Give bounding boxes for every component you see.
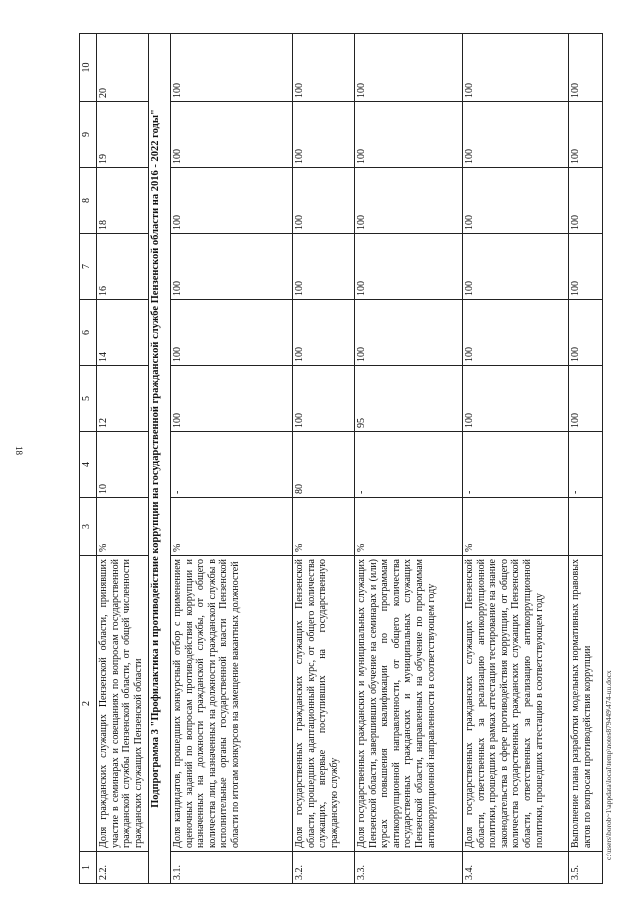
table-body — [97, 34, 603, 884]
rotated-page-content — [79, 34, 593, 884]
value-cell: 100 — [293, 366, 355, 432]
unit-cell: % — [293, 498, 355, 556]
value-cell: - — [463, 432, 569, 498]
value-cell: 100 — [293, 102, 355, 168]
table-row — [97, 34, 149, 884]
table-row — [355, 34, 463, 884]
unit-cell — [569, 498, 603, 556]
value-cell: 10 — [97, 432, 149, 498]
value-cell: 100 — [171, 34, 293, 102]
subprogram-title: Подпрограмма 3 "Профилактика и противодействие коррупции на государственной гражданской службе Пензенской области на 2016 - 2022 годы" — [149, 34, 171, 884]
value-cell: 100 — [463, 102, 569, 168]
value-cell: 100 — [171, 168, 293, 234]
value-cell: 100 — [355, 102, 463, 168]
subprogram-row — [149, 34, 171, 884]
value-cell: 100 — [171, 234, 293, 300]
value-cell: 19 — [97, 102, 149, 168]
unit-cell: % — [97, 498, 149, 556]
value-cell: 14 — [97, 300, 149, 366]
row-number: 3.4. — [463, 852, 569, 884]
value-cell: 100 — [293, 234, 355, 300]
row-number: 2.2. — [97, 852, 149, 884]
value-cell: 100 — [171, 300, 293, 366]
value-cell: 20 — [97, 34, 149, 102]
value-cell: 100 — [463, 300, 569, 366]
value-cell: - — [171, 432, 293, 498]
value-cell: 100 — [171, 102, 293, 168]
column-header: 5 — [80, 366, 97, 432]
value-cell: 100 — [293, 300, 355, 366]
indicators-table — [79, 33, 603, 884]
value-cell: 95 — [355, 366, 463, 432]
row-number: 3.1. — [171, 852, 293, 884]
value-cell: - — [569, 432, 603, 498]
indicator-description: Доля государственных гражданских служащих Пензенской области, прошедших адаптационный курс, от общего количества служащих, впервые поступивших на государственную гражданскую службу — [293, 556, 355, 852]
footer-file-path: c:\users\borob~1\appdata\local\temp\notes879449\474-uu.docx — [604, 670, 613, 860]
value-cell: 100 — [355, 300, 463, 366]
indicator-description: Доля государственных гражданских служащих Пензенской области, ответственных за реализацию антикоррупционной политики, прошедших в рамках аттестации тестирование на знание законодательства в сфере противодействия коррупции, от общего количества государственных гражданских служащих Пензенской области, ответственных за реализацию антикоррупционной политики, прошедших аттестацию в соответствующем году — [463, 556, 569, 852]
column-header: 7 — [80, 234, 97, 300]
value-cell: 100 — [293, 34, 355, 102]
value-cell: 100 — [463, 168, 569, 234]
unit-cell: % — [355, 498, 463, 556]
column-numbers-row — [80, 34, 97, 884]
indicator-description: Доля кандидатов, прошедших конкурсный отбор с применением оценочных заданий по вопросам противодействия коррупции и назначенных на должности гражданской службы, от общего количества лиц, назначенных на должности гражданской службы в исполнительные органы государственной власти Пензенской области по итогам конкурсов на замещение вакантных должностей — [171, 556, 293, 852]
page-number: 18 — [14, 446, 24, 455]
value-cell: 100 — [463, 366, 569, 432]
value-cell: 18 — [97, 168, 149, 234]
value-cell: 100 — [569, 168, 603, 234]
value-cell: 100 — [355, 234, 463, 300]
column-header: 9 — [80, 102, 97, 168]
value-cell: 100 — [355, 168, 463, 234]
unit-cell: % — [463, 498, 569, 556]
column-header: 6 — [80, 300, 97, 366]
column-header: 10 — [80, 34, 97, 102]
value-cell: 80 — [293, 432, 355, 498]
value-cell: 100 — [569, 34, 603, 102]
value-cell: 100 — [569, 300, 603, 366]
column-header: 3 — [80, 498, 97, 556]
value-cell: - — [355, 432, 463, 498]
row-number: 3.2. — [293, 852, 355, 884]
value-cell: 100 — [355, 34, 463, 102]
row-number: 3.3. — [355, 852, 463, 884]
table-row — [293, 34, 355, 884]
value-cell: 100 — [569, 366, 603, 432]
value-cell: 12 — [97, 366, 149, 432]
value-cell: 100 — [293, 168, 355, 234]
indicator-description: Доля гражданских служащих Пензенской области, принявших участие в семинарах и совещаниях по вопросам государственной гражданской службы Пензенской области, от общей численности гражданских служащих Пензенской области — [97, 556, 149, 852]
row-number: 3.5. — [569, 852, 603, 884]
value-cell: 100 — [171, 366, 293, 432]
value-cell: 100 — [463, 234, 569, 300]
unit-cell: % — [171, 498, 293, 556]
table-row — [463, 34, 569, 884]
indicator-description: Доля государственных гражданских и муниципальных служащих Пензенской области, завершивших обучение на семинарах и (или) курсах повышения квалификации по программам антикоррупционной направленности, от общего количества государственных гражданских и муниципальных служащих Пензенской области, направленных на обучение по программам антикоррупционной направленности в соответствующем году — [355, 556, 463, 852]
indicator-description: Выполнение плана разработки модельных нормативных правовых актов по вопросам противодействия коррупции — [569, 556, 603, 852]
table-row — [569, 34, 603, 884]
table-row — [171, 34, 293, 884]
column-header: 1 — [80, 852, 97, 884]
column-header: 8 — [80, 168, 97, 234]
column-header: 2 — [80, 556, 97, 852]
value-cell: 100 — [569, 102, 603, 168]
value-cell: 16 — [97, 234, 149, 300]
value-cell: 100 — [569, 234, 603, 300]
value-cell: 100 — [463, 34, 569, 102]
column-header: 4 — [80, 432, 97, 498]
